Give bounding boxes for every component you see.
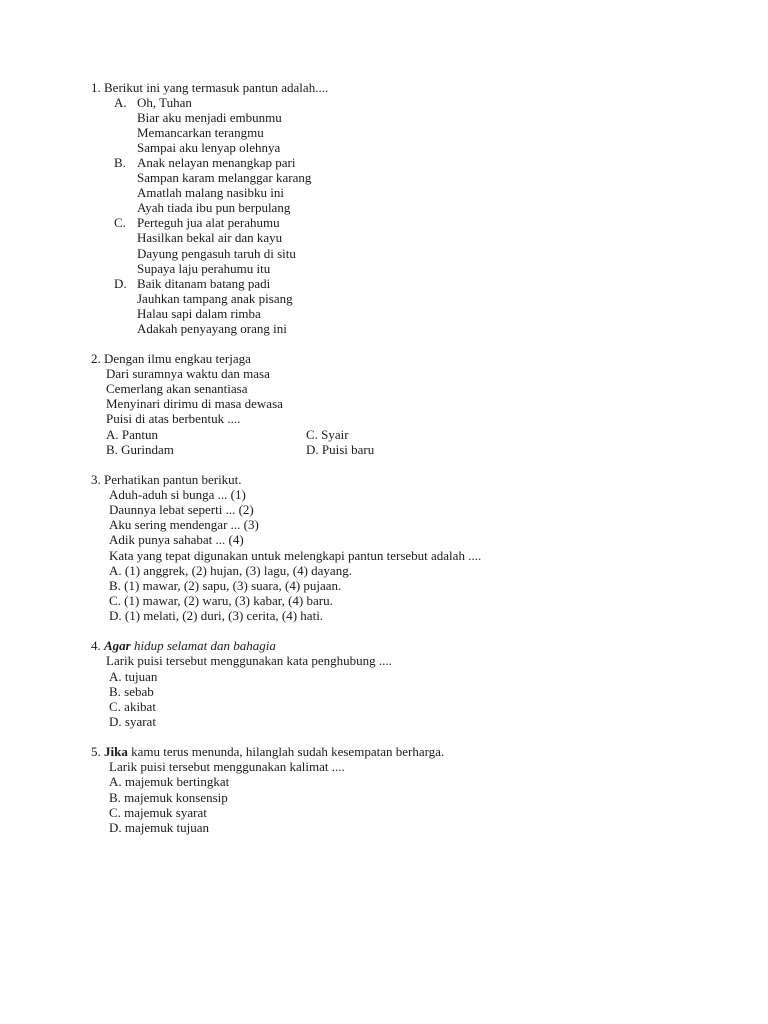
q3-poem-line-4: Adik punya sahabat ... (4) [109, 532, 244, 547]
q3-question: Kata yang tepat digunakan untuk melengkapi pantun tersebut adalah .... [109, 548, 482, 563]
q1-option-b-letter: B. [114, 155, 126, 170]
q1-option-c-letter: C. [114, 215, 126, 230]
q1-option-d-line-3: Halau sapi dalam rimba [137, 306, 261, 321]
q1-option-a-line-2: Biar aku menjadi embunmu [137, 110, 282, 125]
q5-option-d: D. majemuk tujuan [109, 820, 210, 835]
q1-option-a-letter: A. [114, 95, 127, 110]
q3-option-a: A. (1) anggrek, (2) hujan, (3) lagu, (4) dayang. [109, 563, 352, 578]
q1-option-b-line-4: Ayah tiada ibu pun berpulang [137, 200, 291, 215]
q4-question: Larik puisi tersebut menggunakan kata penghubung .... [106, 653, 392, 668]
q2-poem-line-1: Dari suramnya waktu dan masa [106, 366, 270, 381]
q3-option-d: D. (1) melati, (2) duri, (3) cerita, (4) hati. [109, 608, 324, 623]
q5-question: Larik puisi tersebut menggunakan kalimat .... [109, 759, 345, 774]
q2-question: Puisi di atas berbentuk .... [106, 411, 241, 426]
q2-poem-line-2: Cemerlang akan senantiasa [106, 381, 248, 396]
q1-option-c-line-3: Dayung pengasuh taruh di situ [137, 246, 296, 261]
q1-option-d-line-1: Baik ditanam batang padi [137, 276, 271, 291]
question-2-stem: 2. Dengan ilmu engkau terjaga [91, 351, 251, 366]
q5-number: 5. [91, 744, 101, 759]
question-4-stem [91, 638, 276, 653]
q1-option-b-line-3: Amatlah malang nasibku ini [137, 185, 284, 200]
q5-option-a: A. majemuk bertingkat [109, 774, 230, 789]
q2-option-b: B. Gurindam [106, 442, 174, 457]
q4-option-d: D. syarat [109, 714, 156, 729]
q1-option-a-line-1: Oh, Tuhan [137, 95, 192, 110]
q5-rest: kamu terus menunda, hilanglah sudah kesempatan berharga. [131, 744, 445, 759]
q1-option-b-line-1: Anak nelayan menangkap pari [137, 155, 296, 170]
question-1-stem: 1. Berikut ini yang termasuk pantun adalah.... [91, 80, 329, 95]
q3-poem-line-2: Daunnya lebat seperti ... (2) [109, 502, 254, 517]
q4-option-a: A. tujuan [109, 669, 158, 684]
q1-option-d-line-4: Adakah penyayang orang ini [137, 321, 287, 336]
q1-option-d-letter: D. [114, 276, 127, 291]
q5-option-c: C. majemuk syarat [109, 805, 207, 820]
q1-option-a-line-4: Sampai aku lenyap olehnya [137, 140, 281, 155]
q1-option-c-line-2: Hasilkan bekal air dan kayu [137, 230, 283, 245]
q5-keyword: Jika [104, 744, 128, 759]
q2-poem-line-3: Menyinari dirimu di masa dewasa [106, 396, 283, 411]
q1-option-c-line-1: Perteguh jua alat perahumu [137, 215, 280, 230]
q2-option-d: D. Puisi baru [306, 442, 375, 457]
q4-keyword: Agar [104, 638, 131, 653]
q2-option-a: A. Pantun [106, 427, 158, 442]
q1-option-d-line-2: Jauhkan tampang anak pisang [137, 291, 293, 306]
q1-option-c-line-4: Supaya laju perahumu itu [137, 261, 271, 276]
q3-option-b: B. (1) mawar, (2) sapu, (3) suara, (4) pujaan. [109, 578, 342, 593]
q1-option-a-line-3: Memancarkan terangmu [137, 125, 264, 140]
q1-option-b-line-2: Sampan karam melanggar karang [137, 170, 312, 185]
q3-option-c: C. (1) mawar, (2) waru, (3) kabar, (4) baru. [109, 593, 333, 608]
question-3-stem: 3. Perhatikan pantun berikut. [91, 472, 242, 487]
q4-rest: hidup selamat dan bahagia [133, 638, 276, 653]
q4-option-b: B. sebab [109, 684, 154, 699]
question-5-stem [91, 744, 444, 759]
q5-option-b: B. majemuk konsensip [109, 790, 228, 805]
q3-poem-line-3: Aku sering mendengar ... (3) [109, 517, 259, 532]
q4-option-c: C. akibat [109, 699, 156, 714]
q2-option-c: C. Syair [306, 427, 349, 442]
q4-number: 4. [91, 638, 101, 653]
q3-poem-line-1: Aduh-aduh si bunga ... (1) [109, 487, 246, 502]
